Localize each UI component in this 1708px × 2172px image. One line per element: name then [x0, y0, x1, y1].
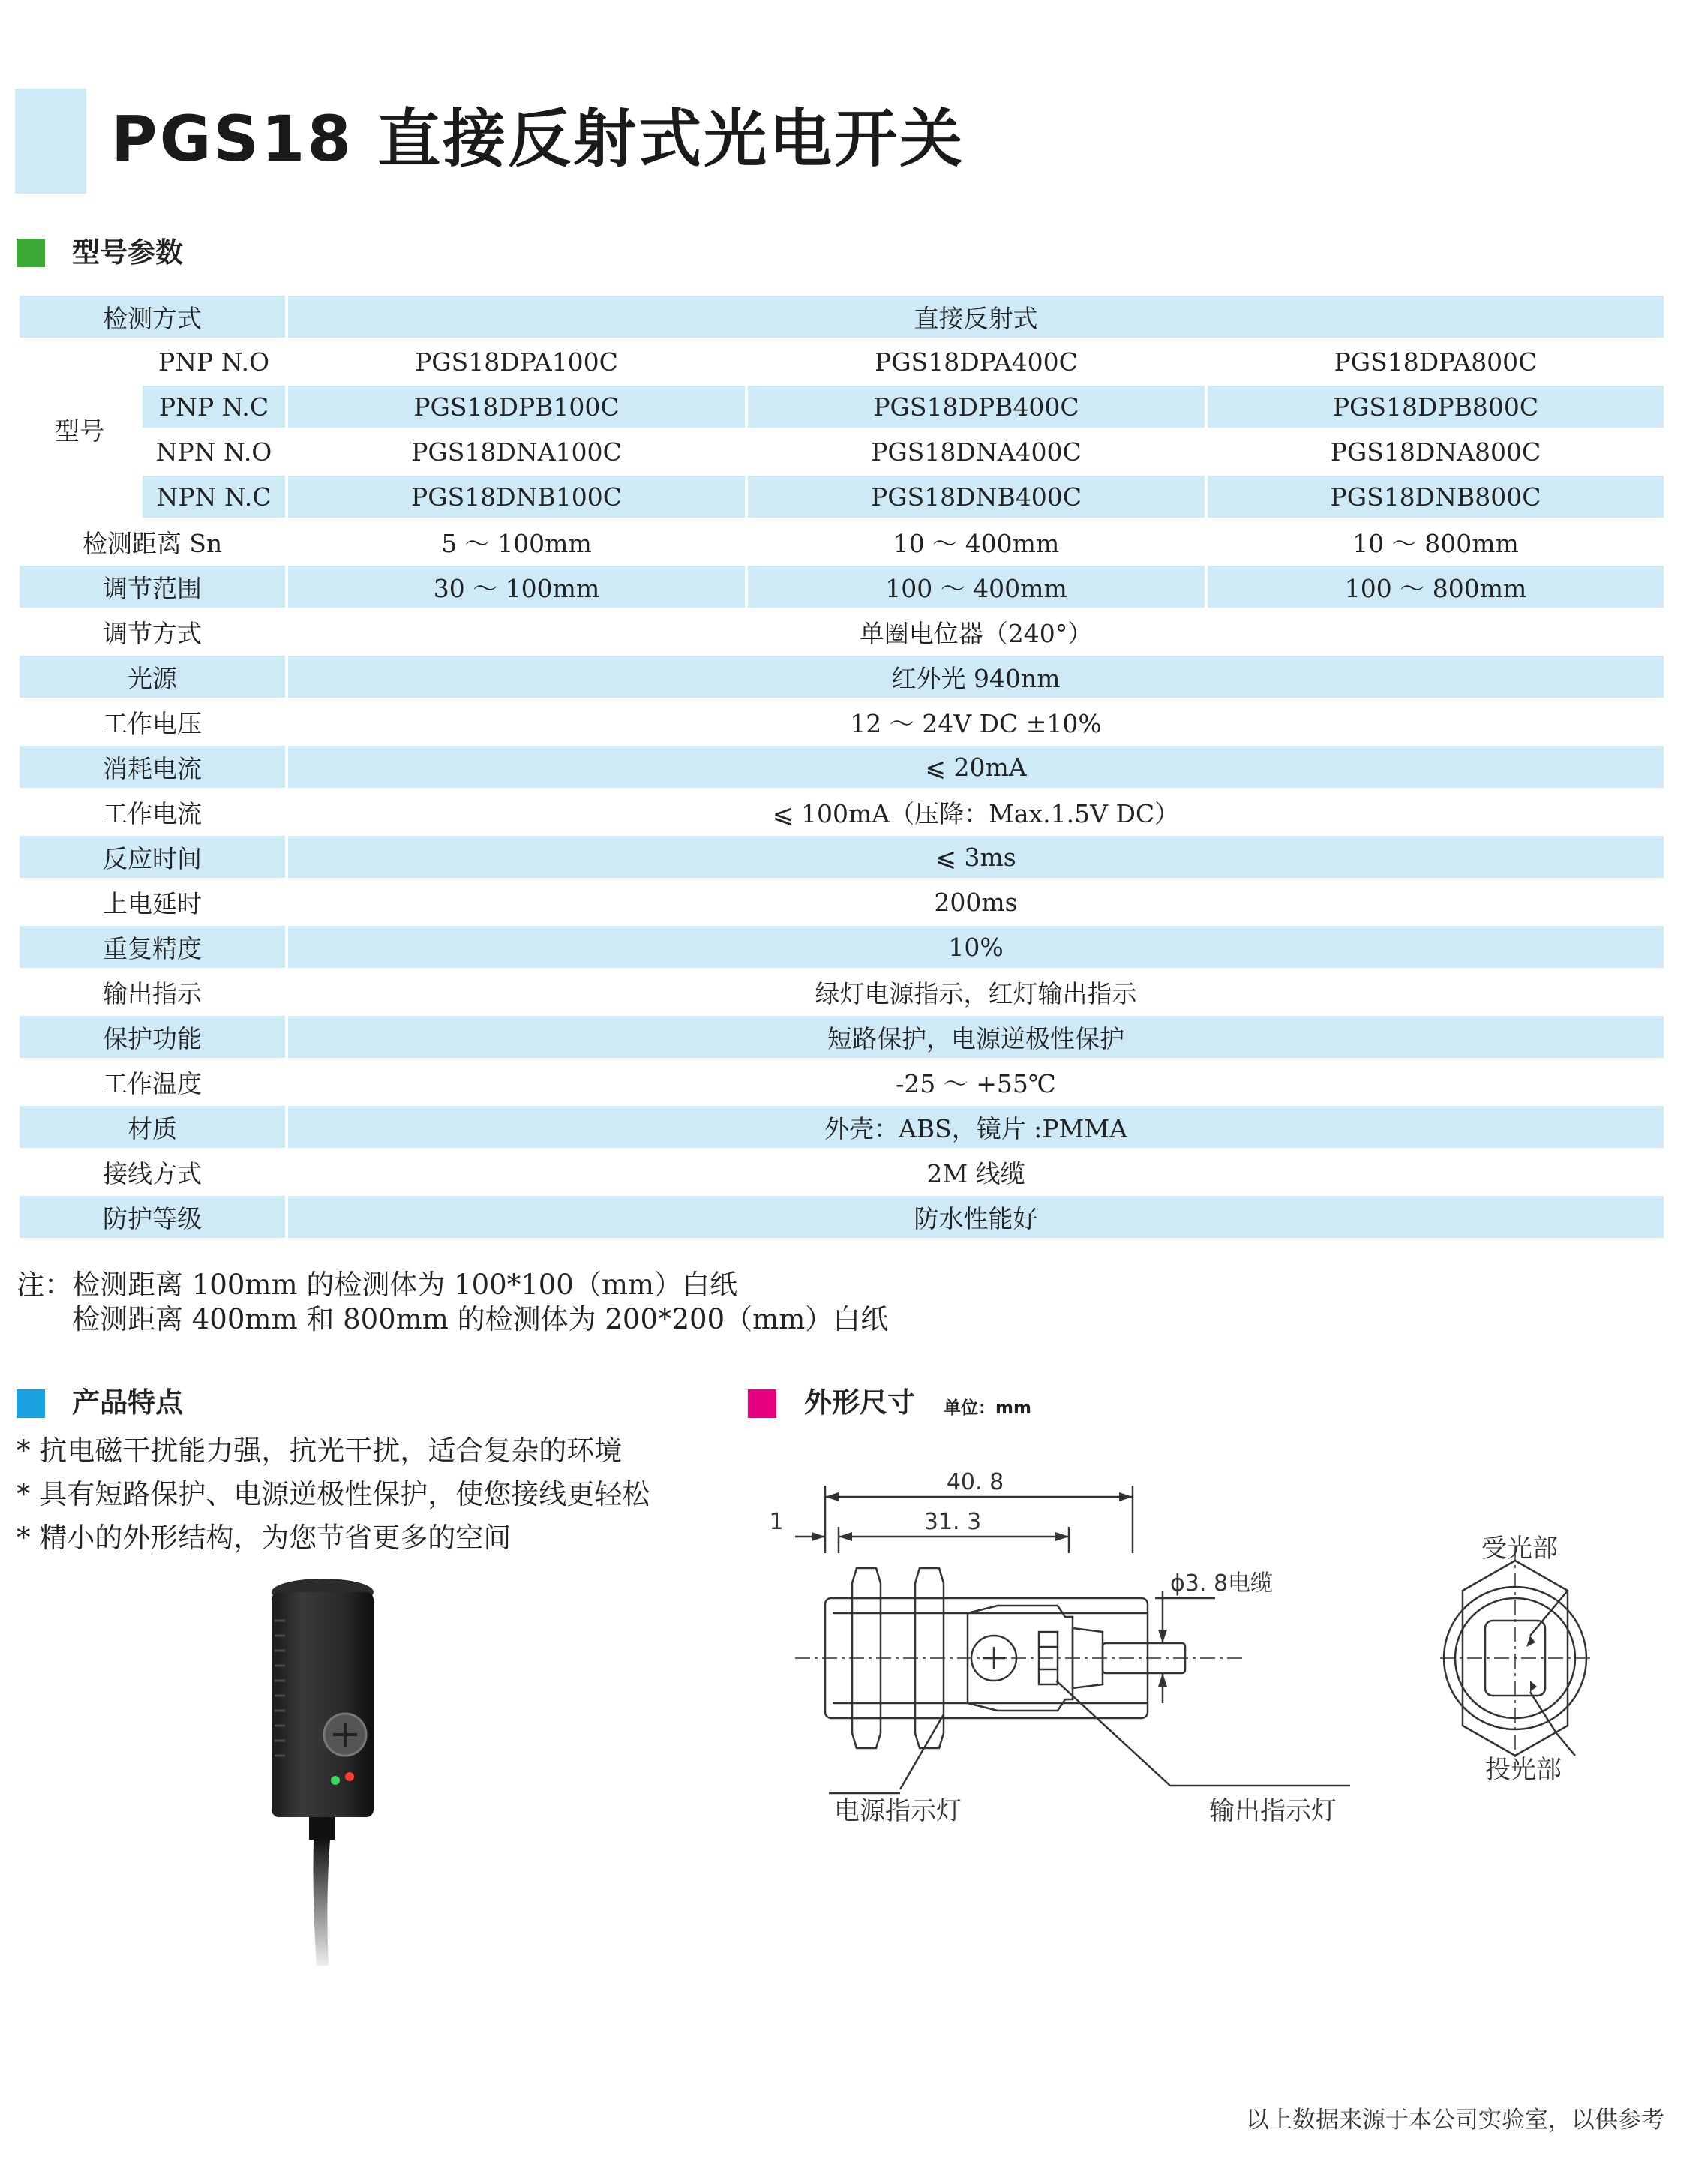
model-cell: PGS18DNA400C	[748, 431, 1205, 473]
cyan-section-marker	[17, 1389, 45, 1418]
table-row	[20, 791, 1664, 833]
row-value: 30 ～ 100mm	[288, 566, 745, 608]
model-cell: PGS18DNA100C	[288, 431, 745, 473]
model-type: PNP N.C	[143, 386, 285, 428]
table-row	[20, 566, 1664, 608]
row-label: 上电延时	[20, 881, 285, 923]
row-value: ⩽ 100mA（压降：Max.1.5V DC）	[288, 791, 1664, 833]
product-photo	[240, 1576, 405, 1966]
dimension-drawing	[750, 1456, 1680, 1846]
row-value: 10 ～ 400mm	[748, 521, 1205, 563]
section-title-dimensions: 外形尺寸	[804, 1386, 915, 1419]
row-label: 消耗电流	[20, 746, 285, 788]
table-row	[20, 881, 1664, 923]
row-value: 外壳：ABS，镜片 :PMMA	[288, 1106, 1664, 1148]
row-value: 绿灯电源指示，红灯输出指示	[288, 971, 1664, 1013]
table-row	[20, 656, 1664, 698]
row-label: 重复精度	[20, 926, 285, 968]
emitter-label: 投光部	[1485, 1755, 1562, 1785]
table-row	[20, 836, 1664, 878]
table-row	[20, 521, 1664, 563]
model-cell: PGS18DPA400C	[748, 341, 1205, 383]
model-type: NPN N.C	[143, 476, 285, 518]
row-value: 100 ～ 400mm	[748, 566, 1205, 608]
section-title-features: 产品特点	[72, 1386, 183, 1419]
model-cell: PGS18DPA800C	[1208, 341, 1664, 383]
table-row	[20, 1061, 1664, 1103]
model-type: PNP N.O	[143, 341, 285, 383]
magenta-section-marker	[748, 1389, 776, 1418]
row-label: 检测距离 Sn	[20, 521, 285, 563]
dim-total-label: 40. 8	[946, 1469, 1004, 1495]
model-cell: PGS18DPB100C	[288, 386, 745, 428]
receiver-label: 受光部	[1481, 1534, 1558, 1564]
row-label: 接线方式	[20, 1151, 285, 1193]
model-cell: PGS18DPB800C	[1208, 386, 1664, 428]
note-line-1: 注：检测距离 100mm 的检测体为 100*100（mm）白纸	[17, 1269, 737, 1301]
page-title: PGS18 直接反射式光电开关	[111, 102, 965, 176]
row-label: 工作电流	[20, 791, 285, 833]
model-cell: PGS18DNB400C	[748, 476, 1205, 518]
power-led-label: 电源指示灯	[834, 1796, 962, 1826]
list-item: * 精小的外形结构，为您节省更多的空间	[17, 1522, 512, 1554]
row-label: 材质	[20, 1106, 285, 1148]
model-label: 型号	[20, 341, 140, 518]
row-value: 200ms	[288, 881, 1664, 923]
row-label: 输出指示	[20, 971, 285, 1013]
list-item: * 抗电磁干扰能力强，抗光干扰，适合复杂的环境	[17, 1434, 623, 1467]
row-value: 单圈电位器（240°）	[288, 611, 1664, 653]
row-value: 12 ～ 24V DC ±10%	[288, 701, 1664, 743]
table-row	[20, 1151, 1664, 1193]
spec-table	[17, 293, 1667, 1241]
table-row	[20, 1016, 1664, 1058]
footer-note: 以上数据来源于本公司实验室，以供参考	[1246, 2107, 1664, 2134]
row-label: 光源	[20, 656, 285, 698]
row-value: ⩽ 3ms	[288, 836, 1664, 878]
table-row	[20, 431, 1664, 473]
row-label: 保护功能	[20, 1016, 285, 1058]
table-row	[20, 746, 1664, 788]
section-title-params: 型号参数	[72, 236, 183, 269]
title-accent-bar	[15, 89, 86, 194]
row-label: 调节范围	[20, 566, 285, 608]
row-value: ⩽ 20mA	[288, 746, 1664, 788]
row-value: 红外光 940nm	[288, 656, 1664, 698]
row-label: 反应时间	[20, 836, 285, 878]
row-label: 调节方式	[20, 611, 285, 653]
row-value: 5 ～ 100mm	[288, 521, 745, 563]
row-value: 短路保护，电源逆极性保护	[288, 1016, 1664, 1058]
output-led-label: 输出指示灯	[1209, 1796, 1337, 1826]
table-row	[20, 341, 1664, 383]
row-value: 10%	[288, 926, 1664, 968]
cable-label: ϕ3. 8电缆	[1170, 1570, 1274, 1597]
model-cell: PGS18DNB100C	[288, 476, 745, 518]
row-value: 直接反射式	[288, 296, 1664, 338]
row-value: 防水性能好	[288, 1196, 1664, 1238]
table-row	[20, 701, 1664, 743]
table-row	[20, 476, 1664, 518]
list-item: * 具有短路保护、电源逆极性保护，使您接线更轻松	[17, 1478, 650, 1510]
model-type: NPN N.O	[143, 431, 285, 473]
model-cell: PGS18DPA100C	[288, 341, 745, 383]
row-value: 2M 线缆	[288, 1151, 1664, 1193]
table-row	[20, 971, 1664, 1013]
dim-body-label: 31. 3	[923, 1509, 982, 1535]
dim-offset-label: 1	[769, 1509, 784, 1535]
table-notes	[17, 1268, 888, 1337]
row-label: 检测方式	[20, 296, 285, 338]
row-label: 防护等级	[20, 1196, 285, 1238]
model-cell: PGS18DNA800C	[1208, 431, 1664, 473]
table-row	[20, 611, 1664, 653]
model-cell: PGS18DPB400C	[748, 386, 1205, 428]
table-row	[20, 1196, 1664, 1238]
row-value: 100 ～ 800mm	[1208, 566, 1664, 608]
table-row	[20, 926, 1664, 968]
note-line-2: 检测距离 400mm 和 800mm 的检测体为 200*200（mm）白纸	[72, 1303, 889, 1335]
row-value: 10 ～ 800mm	[1208, 521, 1664, 563]
table-row	[20, 1106, 1664, 1148]
table-row	[20, 386, 1664, 428]
feature-list	[17, 1429, 650, 1560]
unit-label: 单位：mm	[944, 1398, 1031, 1418]
row-value: -25 ～ +55℃	[288, 1061, 1664, 1103]
green-section-marker	[17, 239, 45, 267]
table-row	[20, 296, 1664, 338]
model-cell: PGS18DNB800C	[1208, 476, 1664, 518]
row-label: 工作温度	[20, 1061, 285, 1103]
row-label: 工作电压	[20, 701, 285, 743]
